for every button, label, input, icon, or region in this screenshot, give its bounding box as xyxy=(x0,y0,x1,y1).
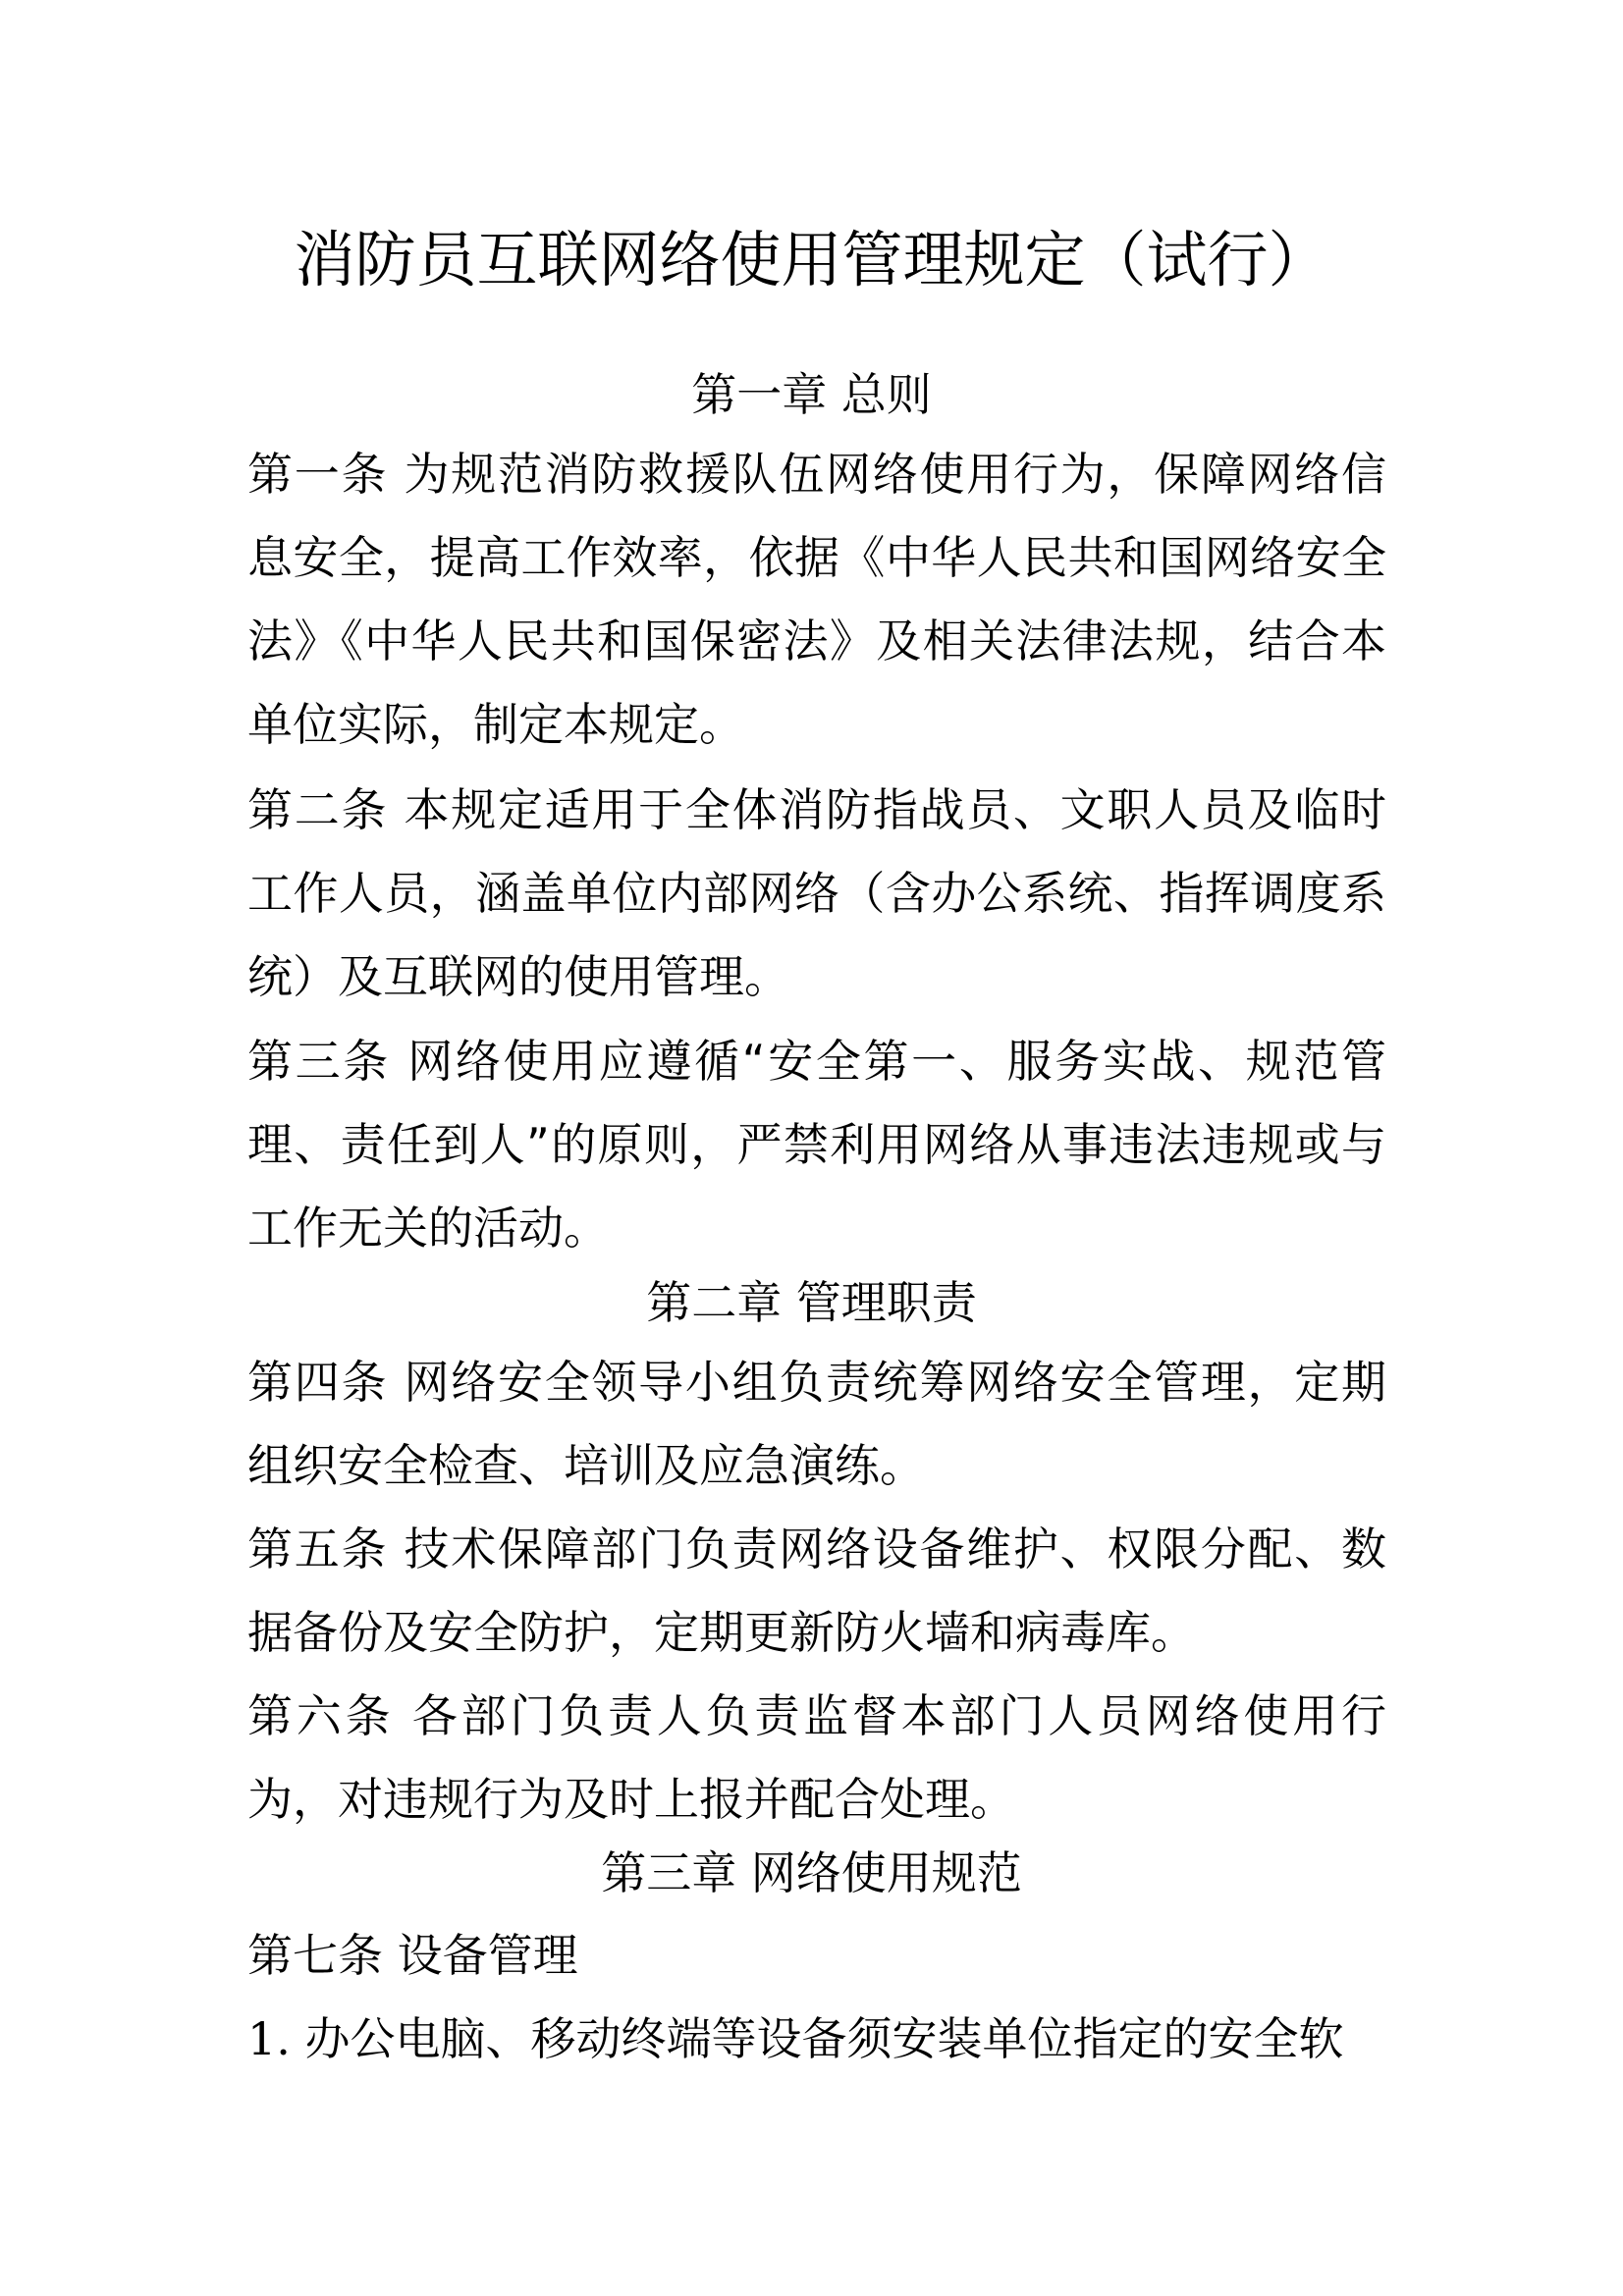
document-title: 消防员互联网络使用管理规定（试行） xyxy=(294,224,1329,295)
article-5: 第五条 技术保障部门负责网络设备维护、权限分配、数据备份及安全防护，定期更新防火墙和病毒库。 xyxy=(247,1522,1386,1659)
chapter-heading-1: 第一章 总则 xyxy=(691,368,932,421)
list-item-text: 办公电脑、移动终端等设备须安装单位指定的安全软 xyxy=(304,2012,1344,2065)
chapter-heading-2: 第二章 管理职责 xyxy=(646,1276,977,1329)
article-4: 第四条 网络安全领导小组负责统筹网络安全管理，定期组织安全检查、培训及应急演练。 xyxy=(247,1356,1386,1492)
list-item-number: 1. xyxy=(247,2012,291,2065)
article-2: 第二条 本规定适用于全体消防指战员、文职人员及临时工作人员，涵盖单位内部网络（含办公系统、指挥调度系统）及互联网的使用管理。 xyxy=(247,783,1386,1003)
article-1: 第一条 为规范消防救援队伍网络使用行为，保障网络信息安全，提高工作效率，依据《中华人民共和国网络安全法》《中华人民共和国保密法》及相关法律法规，结合本单位实际，制定本规定。 xyxy=(247,448,1386,751)
article-3: 第三条 网络使用应遵循“安全第一、服务实战、规范管理、责任到人”的原则，严禁利用网络从事违法违规或与工作无关的活动。 xyxy=(247,1035,1386,1255)
list-item xyxy=(247,2009,1386,2068)
article-6: 第六条 各部门负责人负责监督本部门人员网络使用行为，对违规行为及时上报并配合处理。 xyxy=(247,1689,1386,1826)
article-7: 第七条 设备管理 xyxy=(247,1929,578,1982)
chapter-heading-3: 第三章 网络使用规范 xyxy=(601,1846,1022,1899)
